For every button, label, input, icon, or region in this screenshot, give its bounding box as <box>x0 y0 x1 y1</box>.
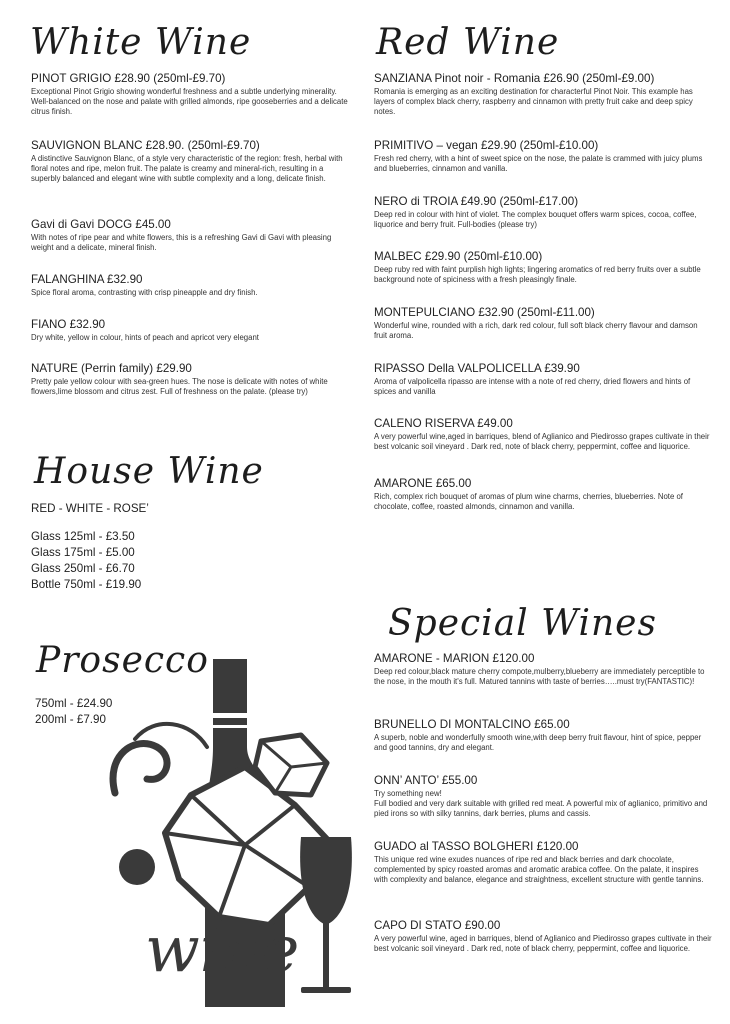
menu-item <box>374 919 712 954</box>
price-line: Glass 175ml - £5.00 <box>31 546 135 559</box>
menu-item <box>31 139 351 184</box>
item-name: PINOT GRIGIO £28.90 (250ml-£9.70) <box>31 72 226 85</box>
red-wine-title: Red Wine <box>376 22 560 63</box>
item-description: This unique red wine exudes nuances of ripe red and black berries and dark chocolate, complemented by spicy roasted aromas and aromatic arabica coffee. On the palate, it inspires with complexity and balance, elegance and straightness, excellent structure with gentle tannins. <box>374 855 704 884</box>
menu-item <box>374 477 712 512</box>
item-description: Deep red colour,black mature cherry compote,mulberry,blueberry are immediately perceptible to the nose, in the mouth it's full. Matured tannins with taste of berries…..must try(FANTASTIC)! <box>374 667 705 686</box>
item-name: AMARONE - MARION £120.00 <box>374 652 535 665</box>
house-wine-colours: RED - WHITE - ROSE’ <box>31 502 149 515</box>
item-name: NERO di TROIA £49.90 (250ml-£17.00) <box>374 195 579 208</box>
menu-item <box>374 250 712 285</box>
menu-item <box>31 273 351 298</box>
menu-item <box>374 139 712 174</box>
price-line: 200ml - £7.90 <box>35 713 106 726</box>
menu-item <box>374 774 712 819</box>
item-description: Romania is emerging as an exciting destination for characterful Pinot Noir. This example has layers of complex black cherry, raspberry and cinnamon with pretty fruit cake and deep spicy notes. <box>374 87 693 116</box>
item-description: A very powerful wine,aged in barriques, blend of Aglianico and Piedirosso grapes cultivate in their best volcanic soil vineyard . Dark red, note of black cherry, peppermint, coffee and liquorice. <box>374 432 710 451</box>
menu-item <box>374 652 712 687</box>
menu-item <box>374 195 712 230</box>
vine-swirl-icon <box>113 724 207 793</box>
menu-item <box>374 306 712 341</box>
menu-item <box>374 417 712 452</box>
item-name: AMARONE £65.00 <box>374 477 472 490</box>
price-line: 750ml - £24.90 <box>35 697 113 710</box>
house-wine-title: House Wine <box>34 451 264 492</box>
menu-item <box>374 840 712 885</box>
grape-icon <box>119 849 155 885</box>
menu-item <box>31 72 351 117</box>
special-wines-title: Special Wines <box>388 603 657 644</box>
item-description: With notes of ripe pear and white flowers, this is a refreshing Gavi di Gavi with pleasing weight and a delicate, mineral finish. <box>31 233 332 252</box>
item-description: A distinctive Sauvignon Blanc, of a style very characteristic of the region: fresh, herbal with floral notes and ripe, melon fruit. The palate is creamy and mineral-rich, resulting in a superbly balanced and elegant wine with subtle complexity and a long, delicate finish. <box>31 154 343 183</box>
wine-illustration <box>95 655 355 1015</box>
item-name: SAUVIGNON BLANC £28.90. (250ml-£9.70) <box>31 139 260 152</box>
item-name: MONTEPULCIANO £32.90 (250ml-£11.00) <box>374 306 595 319</box>
wine-word-decoration: wine <box>145 913 300 987</box>
wine-glass-icon <box>300 837 352 993</box>
item-description: Rich, complex rich bouquet of aromas of plum wine charms, cherries, blueberries. Note of chocolate, coffee, roasted almonds, cinnamon and vanilla. <box>374 492 683 511</box>
item-name: SANZIANA Pinot noir - Romania £26.90 (250ml-£9.00) <box>374 72 655 85</box>
item-description: Dry white, yellow in colour, hints of peach and apricot very elegant <box>31 333 259 342</box>
prosecco-title: Prosecco <box>36 640 209 681</box>
item-description: A superb, noble and wonderfully smooth wine,with deep berry fruit flavour, hint of spice, pepper and good tannins, dry and elegant. <box>374 733 702 752</box>
item-description: Fresh red cherry, with a hint of sweet spice on the nose, the palate is crammed with juicy plums and blueberries, cinnamon and vanilla. <box>374 154 703 173</box>
item-name: PRIMITIVO – vegan £29.90 (250ml-£10.00) <box>374 139 599 152</box>
menu-item <box>374 718 712 753</box>
menu-item <box>374 72 712 117</box>
item-description: Deep red in colour with hint of violet. The complex bouquet offers warm spices, cocoa, coffee, liquorice and berry fruit. Full-bodies (please try) <box>374 210 697 229</box>
menu-item <box>31 218 351 253</box>
item-description: Spice floral aroma, contrasting with crisp pineapple and dry finish. <box>31 288 258 297</box>
item-name: GUADO al TASSO BOLGHERI £120.00 <box>374 840 579 853</box>
menu-item <box>374 362 712 397</box>
item-name: MALBEC £29.90 (250ml-£10.00) <box>374 250 543 263</box>
item-name: FALANGHINA £32.90 <box>31 273 143 286</box>
item-name: Gavi di Gavi DOCG £45.00 <box>31 218 171 231</box>
item-name: FIANO £32.90 <box>31 318 106 331</box>
item-description: Pretty pale yellow colour with sea-green hues. The nose is delicate with notes of white flowers,lime blossom and citrus zest. Full of freshness on the palate. (please try) <box>31 377 328 396</box>
item-description: Aroma of valpolicella ripasso are intense with a note of red cherry, dried flowers and hints of spices and vanilla <box>374 377 691 396</box>
item-name: RIPASSO Della VALPOLICELLA £39.90 <box>374 362 580 375</box>
house-wine-price-list <box>31 529 141 593</box>
menu-item <box>31 318 351 343</box>
price-line: Glass 125ml - £3.50 <box>31 530 135 543</box>
item-description: Exceptional Pinot Grigio showing wonderful freshness and a subtle underlying minerality. Well-balanced on the nose and palate with grilled almonds, ripe gooseberries and a delicate citrus finish. <box>31 87 348 116</box>
white-wine-title: White Wine <box>30 22 252 63</box>
item-description: A very powerful wine, aged in barriques, blend of Aglianico and Piedirosso grapes cultivate in their best volcanic soil vineyard . Dark red, note of black cherry, peppermint, coffee and liquorice. <box>374 934 712 953</box>
price-line: Bottle 750ml - £19.90 <box>31 578 142 591</box>
menu-item <box>31 362 351 397</box>
price-line: Glass 250ml - £6.70 <box>31 562 135 575</box>
item-name: BRUNELLO DI MONTALCINO £65.00 <box>374 718 570 731</box>
item-name: CAPO DI STATO £90.00 <box>374 919 501 932</box>
item-description: Try something new! Full bodied and very dark suitable with grilled red meat. A powerful mix of aglianico, primitivo and pied irons so with silky tannins, dark berries, plums and cassis. <box>374 789 708 818</box>
item-description: Deep ruby red with faint purplish high lights; lingering aromatics of red berry fruits over a subtle background note of spiciness with a fresh pleasingly finale. <box>374 265 701 284</box>
item-name: ONN’ ANTO’ £55.00 <box>374 774 478 787</box>
item-name: CALENO RISERVA £49.00 <box>374 417 513 430</box>
item-name: NATURE (Perrin family) £29.90 <box>31 362 192 375</box>
item-description: Wonderful wine, rounded with a rich, dark red colour, full soft black cherry flavour and damson fruit aroma. <box>374 321 698 340</box>
